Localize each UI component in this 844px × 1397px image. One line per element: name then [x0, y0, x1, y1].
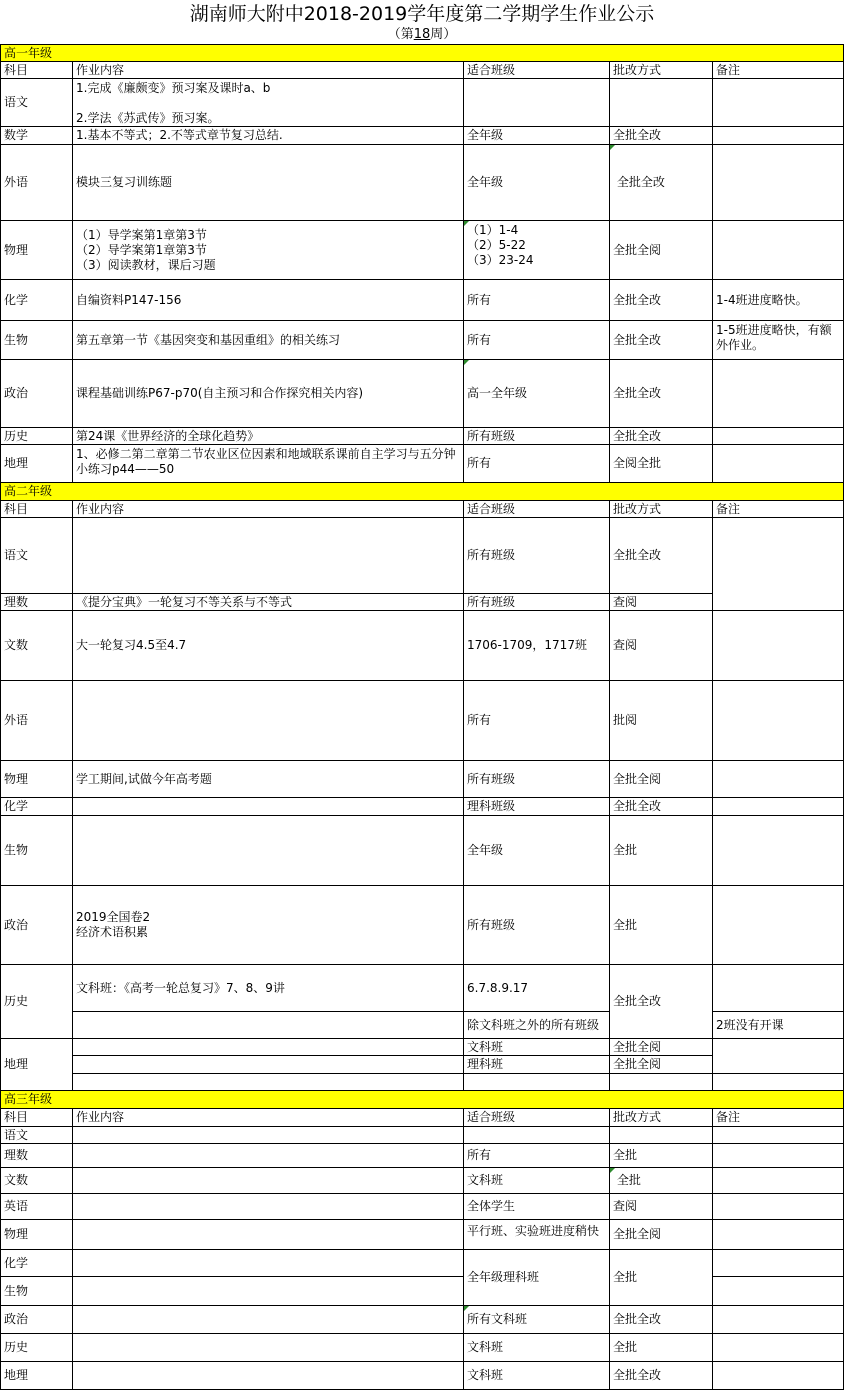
notes-cell [713, 761, 844, 798]
classes-line: （2）5-22 [467, 238, 526, 252]
header-content: 作业内容 [73, 62, 464, 79]
classes-cell: 所有班级 [464, 761, 610, 798]
subject-cell: 历史 [1, 965, 73, 1039]
subject-cell: 物理 [1, 221, 73, 280]
grading-cell: 全批 [610, 1168, 713, 1194]
header-notes: 备注 [713, 501, 844, 518]
grading-cell: 全批 [610, 886, 713, 965]
subject-cell: 文数 [1, 1168, 73, 1194]
notes-cell [713, 886, 844, 965]
notes-cell [713, 798, 844, 816]
notes-cell [713, 145, 844, 221]
content-cell: 课程基础训练P67-p70(自主预习和合作探究相关内容) [73, 360, 464, 428]
classes-cell: 文科班 [464, 1362, 610, 1390]
notes-cell: 1-4班进度略快。 [713, 280, 844, 321]
content-cell [73, 1194, 464, 1220]
header-subject: 科目 [1, 62, 73, 79]
content-cell: 大一轮复习4.5至4.7 [73, 611, 464, 681]
content-cell [73, 681, 464, 761]
table-row [1, 1306, 844, 1334]
classes-cell: 高一全年级 [464, 360, 610, 428]
homework-table [0, 44, 844, 1390]
subject-cell: 物理 [1, 761, 73, 798]
notes-cell [713, 1194, 844, 1220]
table-row [1, 321, 844, 360]
grading-cell: 全批全改 [610, 428, 713, 445]
notes-cell [713, 611, 844, 681]
grading-cell: 全阅全批 [610, 445, 713, 483]
subject-cell: 政治 [1, 886, 73, 965]
classes-cell: 所有班级 [464, 428, 610, 445]
grading-cell: 全批全改 [610, 321, 713, 360]
classes-cell: 所有 [464, 280, 610, 321]
grading-cell: 全批全改 [610, 360, 713, 428]
notes-cell [713, 1220, 844, 1250]
table-row [1, 1362, 844, 1390]
content-cell: 1.基本不等式；2.不等式章节复习总结. [73, 127, 464, 145]
grade-label: 高一年级 [1, 45, 844, 62]
grade-label: 高二年级 [1, 483, 844, 501]
grading-cell: 全批全改 [610, 1306, 713, 1334]
classes-cell: 全年级 [464, 145, 610, 221]
classes-cell: 所有班级 [464, 518, 610, 594]
table-row [1, 1168, 844, 1194]
content-cell [73, 1056, 464, 1074]
classes-cell: 所有 [464, 1144, 610, 1168]
notes-cell [713, 221, 844, 280]
grading-cell: 查阅 [610, 1194, 713, 1220]
notes-cell [713, 681, 844, 761]
notes-cell [713, 816, 844, 886]
table-row [1, 445, 844, 483]
table-row [1, 79, 844, 127]
subject-cell: 生物 [1, 321, 73, 360]
content-cell [73, 1168, 464, 1194]
table-row [1, 1074, 844, 1091]
table-row [1, 1194, 844, 1220]
table-row [1, 611, 844, 681]
grading-cell: 全批 [610, 1250, 713, 1306]
grading-cell: 全批全改 [610, 1362, 713, 1390]
grading-cell: 查阅 [610, 594, 713, 611]
subject-cell: 语文 [1, 518, 73, 594]
classes-cell [464, 1127, 610, 1144]
header-classes: 适合班级 [464, 1109, 610, 1127]
page-title: 湖南师大附中2018-2019学年度第二学期学生作业公示 [189, 3, 655, 25]
content-cell [73, 1220, 464, 1250]
subject-cell: 地理 [1, 445, 73, 483]
notes-cell [713, 965, 844, 1012]
table-row [1, 761, 844, 798]
notes-cell [713, 428, 844, 445]
classes-line: （3）23-24 [467, 253, 534, 267]
table-row [1, 1250, 844, 1277]
content-cell [73, 1277, 464, 1306]
content-line: 2.学法《苏武传》预习案。 [76, 111, 220, 125]
week-prefix: （第 [387, 27, 414, 42]
header-classes: 适合班级 [464, 501, 610, 518]
notes-cell [713, 1334, 844, 1362]
subject-cell: 生物 [1, 816, 73, 886]
table-row [1, 221, 844, 280]
content-cell: 第24课《世界经济的全球化趋势》 [73, 428, 464, 445]
content-cell [73, 1306, 464, 1334]
subject-cell: 英语 [1, 1194, 73, 1220]
classes-cell: 6.7.8.9.17 [464, 965, 610, 1012]
notes-cell [713, 1168, 844, 1194]
content-cell [73, 445, 464, 483]
notes-cell [713, 1039, 844, 1074]
subject-cell: 化学 [1, 280, 73, 321]
grading-cell: 全批全改 [610, 798, 713, 816]
grading-cell: 全批全阅 [610, 1056, 713, 1074]
subject-cell: 物理 [1, 1220, 73, 1250]
grade-section-header [1, 45, 844, 62]
notes-cell [713, 1127, 844, 1144]
classes-cell: 除文科班之外的所有班级 [464, 1012, 610, 1039]
content-cell: 文科班：《高考一轮总复习》7、8、9讲 [73, 965, 464, 1012]
content-cell: 自编资料P147-156 [73, 280, 464, 321]
week-number: 18 [413, 27, 431, 42]
notes-cell [713, 1144, 844, 1168]
table-row [1, 428, 844, 445]
classes-cell [464, 1074, 610, 1091]
classes-cell: 所有文科班 [464, 1306, 610, 1334]
subject-cell: 历史 [1, 428, 73, 445]
subject-cell: 理数 [1, 1144, 73, 1168]
classes-cell [464, 79, 610, 127]
table-row [1, 280, 844, 321]
subject-cell: 外语 [1, 145, 73, 221]
classes-line: （1）1-4 [467, 223, 519, 237]
table-row [1, 360, 844, 428]
content-cell [73, 1074, 464, 1091]
classes-cell [464, 1220, 610, 1250]
grading-cell: 全批全阅 [610, 221, 713, 280]
grade-section-header [1, 483, 844, 501]
subject-cell: 地理 [1, 1039, 73, 1091]
content-cell [73, 79, 464, 127]
subject-cell: 语文 [1, 79, 73, 127]
content-line: 2019全国卷2 [76, 910, 151, 924]
notes-cell [713, 1306, 844, 1334]
header-grading: 批改方式 [610, 501, 713, 518]
table-row [1, 1144, 844, 1168]
content-cell [73, 886, 464, 965]
content-cell [73, 1039, 464, 1056]
subject-cell: 文数 [1, 611, 73, 681]
content-line: （3）阅读教材，课后习题 [76, 257, 216, 272]
table-row [1, 1334, 844, 1362]
content-cell [73, 1127, 464, 1144]
content-cell [73, 1334, 464, 1362]
grading-cell: 全批 [610, 816, 713, 886]
table-row [1, 886, 844, 965]
column-header-row [1, 62, 844, 79]
content-text: 1、必修二第二章第二节农业区位因素和地域联系课前自主学习与五分钟小练习p44——50 [76, 447, 456, 476]
notes-cell [713, 127, 844, 145]
content-line [76, 96, 460, 111]
classes-cell: 所有 [464, 321, 610, 360]
header-subject: 科目 [1, 1109, 73, 1127]
table-row [1, 1220, 844, 1250]
grading-cell: 全批全改 [610, 280, 713, 321]
table-row [1, 1127, 844, 1144]
grade-section-header [1, 1091, 844, 1109]
week-suffix: 周） [430, 27, 457, 42]
grading-cell: 全批全改 [610, 127, 713, 145]
notes-cell [713, 360, 844, 428]
subject-cell: 历史 [1, 1334, 73, 1362]
subject-cell: 数学 [1, 127, 73, 145]
table-row [1, 816, 844, 886]
grading-cell: 全批全阅 [610, 761, 713, 798]
table-row [1, 145, 844, 221]
content-line: 1.完成《廉颇变》预习案及课时a、b [76, 81, 271, 95]
notes-cell [713, 445, 844, 483]
grading-cell: 批阅 [610, 681, 713, 761]
classes-cell: 理科班 [464, 1056, 610, 1074]
grading-cell [610, 79, 713, 127]
notes-cell [713, 518, 844, 611]
header-notes: 备注 [713, 1109, 844, 1127]
classes-cell: 全体学生 [464, 1194, 610, 1220]
classes-cell: 所有班级 [464, 594, 610, 611]
table-row [1, 681, 844, 761]
notes-cell: 1-5班进度略快，有额外作业。 [713, 321, 844, 360]
grading-cell: 全批全改 [610, 965, 713, 1039]
content-cell [73, 1362, 464, 1390]
content-cell [73, 816, 464, 886]
table-row [1, 127, 844, 145]
classes-cell: 文科班 [464, 1039, 610, 1056]
header-classes: 适合班级 [464, 62, 610, 79]
content-cell [73, 518, 464, 594]
header-subject: 科目 [1, 501, 73, 518]
grading-cell: 全批 [610, 1144, 713, 1168]
grading-cell [610, 1127, 713, 1144]
subject-cell: 地理 [1, 1362, 73, 1390]
grading-cell: 全批 [610, 1334, 713, 1362]
table-row [1, 965, 844, 1012]
notes-cell [713, 1362, 844, 1390]
subject-cell: 化学 [1, 798, 73, 816]
content-cell: 《提分宝典》一轮复习不等关系与不等式 [73, 594, 464, 611]
notes-cell [713, 1250, 844, 1277]
week-label [0, 26, 844, 44]
subject-cell: 语文 [1, 1127, 73, 1144]
grading-cell: 全批全改 [610, 145, 713, 221]
table-row [1, 1277, 844, 1306]
content-cell: 模块三复习训练题 [73, 145, 464, 221]
classes-cell: 所有 [464, 445, 610, 483]
subject-cell: 理数 [1, 594, 73, 611]
classes-cell: 文科班 [464, 1334, 610, 1362]
content-line: （1）导学案第1章第3节 [76, 227, 207, 242]
header-grading: 批改方式 [610, 1109, 713, 1127]
header-notes: 备注 [713, 62, 844, 79]
notes-cell: 2班没有开课 [713, 1012, 844, 1039]
subject-cell: 政治 [1, 360, 73, 428]
column-header-row [1, 1109, 844, 1127]
grading-cell: 查阅 [610, 611, 713, 681]
content-cell [73, 1012, 464, 1039]
header-content: 作业内容 [73, 501, 464, 518]
content-cell: 第五章第一节《基因突变和基因重组》的相关练习 [73, 321, 464, 360]
classes-cell: 理科班级 [464, 798, 610, 816]
content-cell: 学工期间,试做今年高考题 [73, 761, 464, 798]
notes-cell [713, 1074, 844, 1091]
content-line: 经济术语积累 [76, 925, 149, 939]
subject-cell: 化学 [1, 1250, 73, 1277]
subject-cell: 政治 [1, 1306, 73, 1334]
content-cell [73, 221, 464, 280]
header-grading: 批改方式 [610, 62, 713, 79]
classes-cell: 所有班级 [464, 886, 610, 965]
classes-cell: 全年级 [464, 816, 610, 886]
table-row [1, 1012, 844, 1039]
classes-cell: 1706-1709，1717班 [464, 611, 610, 681]
grading-cell: 全批全阅 [610, 1039, 713, 1056]
grading-cell [610, 1074, 713, 1091]
content-cell [73, 1144, 464, 1168]
table-row [1, 1039, 844, 1056]
content-cell [73, 1250, 464, 1277]
table-row [1, 518, 844, 594]
classes-cell [464, 221, 610, 280]
subject-cell: 外语 [1, 681, 73, 761]
notes-cell [713, 1277, 844, 1306]
classes-text: 平行班、实验班进度稍快 [467, 1223, 600, 1238]
grading-cell: 全批全改 [610, 518, 713, 594]
classes-cell: 文科班 [464, 1168, 610, 1194]
header-content: 作业内容 [73, 1109, 464, 1127]
notes-cell [713, 79, 844, 127]
table-row [1, 798, 844, 816]
column-header-row [1, 501, 844, 518]
classes-cell: 全年级 [464, 127, 610, 145]
subject-cell: 生物 [1, 1277, 73, 1306]
grading-cell: 全批全阅 [610, 1220, 713, 1250]
classes-cell: 所有 [464, 681, 610, 761]
classes-cell: 全年级理科班 [464, 1250, 610, 1306]
content-line: （2）导学案第1章第3节 [76, 242, 207, 257]
grade-label: 高三年级 [1, 1091, 844, 1109]
content-cell [73, 798, 464, 816]
